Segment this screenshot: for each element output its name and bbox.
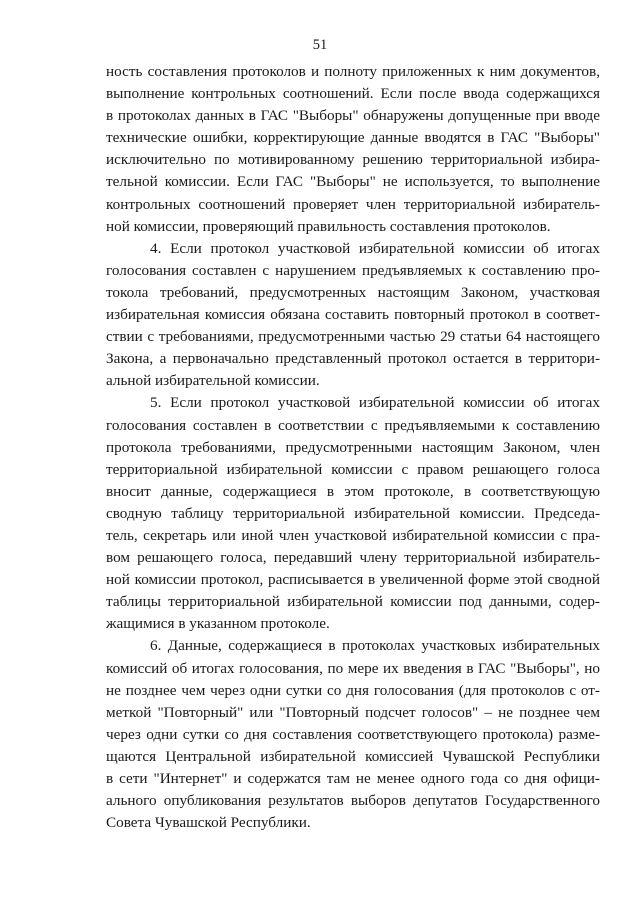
- page-number: 51: [312, 37, 328, 53]
- text-line: Совета Чувашской Республики.: [106, 814, 311, 832]
- text-line: жащимися в указанном протоколе.: [106, 615, 330, 633]
- text-line: исключительно по мотивированному решению территориальной избира-: [106, 151, 600, 169]
- text-line: ность составления протоколов и полноту приложенных к ним документов,: [106, 63, 600, 80]
- text-line: голосования составлен в соответствии с предъявляемыми к составлению: [106, 416, 600, 434]
- paragraph-item-6: [106, 635, 600, 834]
- text-line: меткой "Повторный" или "Повторный подсчет голосов" – не позднее чем: [106, 703, 600, 721]
- text-line: 4. Если протокол участковой избирательной комиссии об итогах: [150, 239, 600, 257]
- text-line: ной комиссии протокол, расписывается в увеличенной форме этой сводной: [106, 571, 600, 589]
- text-line: ального опубликования результатов выборов депутатов Государственного: [106, 792, 600, 810]
- text-line: вносит данные, содержащиеся в этом протоколе, в соответствующую: [106, 482, 600, 500]
- text-line: ствии с требованиями, предусмотренными частью 29 статьи 64 настоящего: [106, 328, 600, 346]
- text-line: таблицы территориальной избирательной комиссии под данными, содер-: [106, 593, 600, 611]
- text-line: сводную таблицу территориальной избирательной комиссии. Председа-: [106, 504, 600, 522]
- text-line: щаются Центральной избирательной комиссией Чувашской Республики: [106, 747, 600, 765]
- text-line: Закона, а первоначально представленный протокол остается в территори-: [106, 350, 600, 368]
- text-line: протокола требованиями, предусмотренными настоящим Законом, член: [106, 438, 600, 456]
- paragraph-item-5: [106, 392, 600, 635]
- text-line: комиссий об итогах голосования, по мере их введения в ГАС "Выборы", но: [106, 659, 600, 677]
- text-line: в протоколах данных в ГАС "Выборы" обнаружены допущенные при вводе: [106, 107, 600, 125]
- paragraph-item-4: [106, 238, 600, 393]
- text-line: голосования составлен с нарушением предъявляемых к составлению про-: [106, 261, 600, 279]
- text-line: избирательная комиссия обязана составить повторный протокол в соответ-: [106, 306, 600, 324]
- text-line: контрольных соотношений проверяет член территориальной избиратель-: [106, 195, 600, 213]
- text-line: не позднее чем через одни сутки со дня голосования (для протоколов с от-: [106, 681, 600, 699]
- text-line: 5. Если протокол участковой избирательной комиссии об итогах: [150, 394, 600, 412]
- text-line: территориальной избирательной комиссии с правом решающего голоса: [106, 460, 600, 478]
- text-line: тельной комиссии. Если ГАС "Выборы" не используется, то выполнение: [106, 173, 600, 191]
- text-line: технические ошибки, корректирующие данные вводятся в ГАС "Выборы": [106, 129, 600, 147]
- text-line: токола требований, предусмотренных настоящим Законом, участковая: [106, 283, 600, 301]
- text-line: тель, секретарь или иной член участковой избирательной комиссии с пра-: [106, 526, 600, 544]
- document-body: [106, 61, 600, 834]
- text-line: 6. Данные, содержащиеся в протоколах участковых избирательных: [150, 637, 600, 655]
- text-line: в сети "Интернет" и содержатся там не менее одного года со дня офици-: [106, 770, 600, 787]
- text-line: через одни сутки со дня составления соответствующего протокола) разме-: [106, 725, 600, 743]
- text-line: ной комиссии, проверяющий правильность составления протоколов.: [106, 217, 551, 235]
- text-line: альной избирательной комиссии.: [106, 372, 320, 390]
- text-line: выполнение контрольных соотношений. Если после ввода содержащихся: [106, 85, 600, 103]
- paragraph-continuation: [106, 61, 600, 238]
- text-line: вом решающего голоса, передавший члену территориальной избиратель-: [106, 549, 600, 567]
